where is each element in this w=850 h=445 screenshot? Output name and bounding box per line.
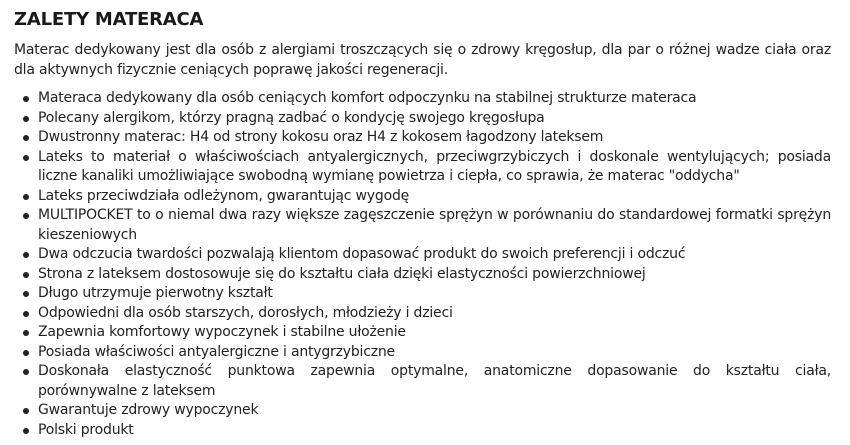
list-item: Zapewnia komfortowy wypoczynek i stabilne ułożenie <box>38 323 831 343</box>
list-item: Odpowiedni dla osób starszych, dorosłych, młodzieży i dzieci <box>38 304 831 324</box>
list-item: MULTIPOCKET to o niemal dwa razy większe zagęszczenie sprężyn w porównaniu do standardowej formatki sprężyn kieszeniowych <box>38 206 831 245</box>
intro-paragraph: Materac dedykowany jest dla osób z alergiami troszczących się o zdrowy kręgosłup, dla par o różnej wadze ciała oraz dla aktywnych fizycznie ceniących poprawę jakości regeneracji. <box>14 42 831 78</box>
list-item: Gwarantuje zdrowy wypoczynek <box>38 401 831 421</box>
list-item: Dwustronny materac: H4 od strony kokosu oraz H4 z kokosem łagodzony lateksem <box>38 128 831 148</box>
list-item: Doskonała elastyczność punktowa zapewnia optymalne, anatomiczne dopasowanie do kształtu ciała, porównywalne z lateksem <box>38 362 831 401</box>
list-item: Lateks przeciwdziała odleżynom, gwarantując wygodę <box>38 187 831 207</box>
list-item: Polski produkt <box>38 421 831 441</box>
list-item: Strona z lateksem dostosowuje się do kształtu ciała dzięki elastyczności powierzchniowej <box>38 265 831 285</box>
list-item: Lateks to materiał o właściwościach antyalergicznych, przeciwgrzybiczych i doskonale wentylujących; posiada liczne kanaliki umożliwiające swobodną wymianę powietrza i ciepła, co sprawia, że materac "oddycha" <box>38 148 831 187</box>
list-item: Materaca dedykowany dla osób ceniących komfort odpoczynku na stabilnej strukturze materaca <box>38 89 831 109</box>
features-list <box>14 89 831 440</box>
list-item: Dwa odczucia twardości pozwalają klientom dopasować produkt do swoich preferencji i odczuć <box>38 245 831 265</box>
list-item: Posiada właściwości antyalergiczne i antygrzybiczne <box>38 343 831 363</box>
list-item: Długo utrzymuje pierwotny kształt <box>38 284 831 304</box>
section-title: ZALETY MATERACA <box>14 9 204 30</box>
list-item: Polecany alergikom, którzy pragną zadbać o kondycję swojego kręgosłupa <box>38 109 831 129</box>
